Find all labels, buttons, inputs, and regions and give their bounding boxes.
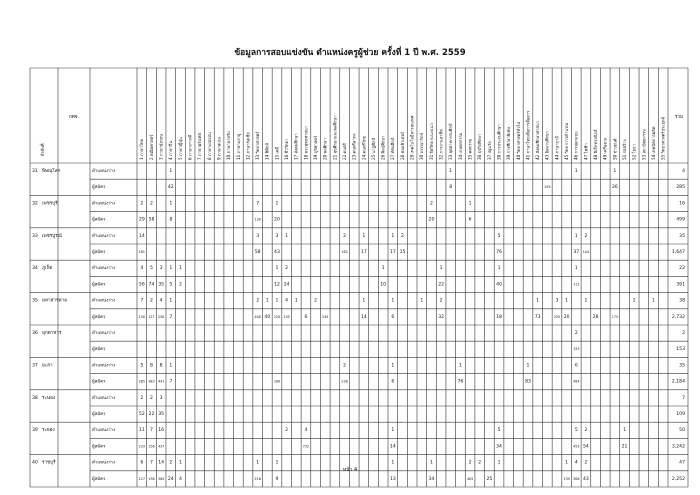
position-cell: 5 <box>140 363 144 369</box>
applicants-label: ผู้สมัคร <box>92 250 106 255</box>
applicant-cell: 15 <box>399 250 406 255</box>
applicant-cell: 255 <box>553 314 561 319</box>
positions-total: 38 <box>679 298 685 304</box>
header-subject-32: 32 การงานอาชีพ <box>438 129 444 160</box>
province-seq: 40 <box>32 460 38 466</box>
applicant-cell: 120 <box>273 314 281 319</box>
applicant-cell: 6 <box>468 217 472 223</box>
province-name: ราชบุรี <box>42 460 56 466</box>
applicants-total: 285 <box>676 185 685 191</box>
position-cell: 2 <box>285 428 289 434</box>
applicants-total: 2,732 <box>671 314 685 320</box>
applicant-cell: 43 <box>274 250 280 255</box>
header-subject-37: 37 ปฐมวัย <box>486 141 492 160</box>
header-subject-4: 4 ภาษาจีน <box>168 140 174 160</box>
header-subject-23: 23 ดนตรีสากล <box>351 133 357 160</box>
province-name: ระนอง <box>42 395 56 401</box>
header-subject-21: 21 สุขศึกษาและพลศึกษา <box>332 115 338 160</box>
header-org-label: กศจ. <box>69 115 79 120</box>
position-cell: 3 <box>159 395 163 401</box>
positions-label: ตำแหน่งว่าง <box>92 331 116 336</box>
applicant-cell: 35 <box>158 282 165 288</box>
province-name: ระยอง <box>42 428 55 434</box>
applicant-cell: 175 <box>611 314 619 319</box>
header-subject-26: 26 ศิลปศึกษา <box>380 135 386 160</box>
header-subject-30: 30 บรรณารักษ์ <box>419 133 425 160</box>
position-cell: 1 <box>652 298 655 304</box>
header-subject-19: 19 ภูมิศาสตร์ <box>313 135 319 160</box>
header-subject-42: 42 สังคมศึกษาศาสนา <box>535 120 541 160</box>
header-subject-15: 15 เคมี <box>274 146 280 160</box>
applicants-label: ผู้สมัคร <box>92 476 106 482</box>
applicants-label: ผู้สมัคร <box>92 444 106 450</box>
header-subject-40: 40 วิทยาศาสตร์ทั่วไป <box>515 121 521 160</box>
applicants-total: 109 <box>676 412 685 417</box>
applicant-cell: 58 <box>254 250 261 255</box>
position-cell: 2 <box>401 233 404 239</box>
applicant-cell: 136 <box>148 476 155 481</box>
header-subject-45: 45 วิทยาการคำนวณ <box>564 122 570 160</box>
applicant-cell: 14 <box>360 314 367 320</box>
position-cell: 1 <box>169 266 173 272</box>
position-cell: 1 <box>391 363 395 369</box>
position-cell: 4 <box>140 266 144 272</box>
applicant-cell: 17 <box>360 250 367 255</box>
position-cell: 1 <box>574 266 578 272</box>
applicants-label: ผู้สมัคร <box>92 282 106 288</box>
header-subject-20: 20 พลศึกษา <box>322 138 328 160</box>
header-subject-39: 39 การศึกษาพิเศษ <box>506 127 512 160</box>
header-subject-28: 28 คอมพิวเตอร์ <box>399 131 405 160</box>
applicant-cell: 308 <box>573 476 580 481</box>
applicant-cell: 127 <box>148 314 155 319</box>
position-cell: 1 <box>468 201 472 207</box>
positions-total: 35 <box>679 363 685 369</box>
position-cell: 2 <box>584 460 588 466</box>
applicant-cell: 32 <box>438 314 445 320</box>
position-cell: 1 <box>458 363 462 369</box>
applicants-total: 391 <box>676 282 685 288</box>
position-cell: 1 <box>420 298 424 304</box>
header-subject-43: 43 อิสลามศึกษา <box>544 130 550 160</box>
header-subject-11: 11 ภาษามลายู <box>235 133 241 160</box>
header-subject-8: 8 ภาษาเยอรมัน <box>206 132 212 160</box>
position-cell: 1 <box>497 460 501 466</box>
applicant-cell: 14 <box>389 444 396 450</box>
positions-total: 7 <box>682 395 685 401</box>
applicant-cell: 127 <box>138 476 145 481</box>
header-seq-label: ลำดับที่ <box>40 143 45 157</box>
province-name: พิษณุโลก <box>42 169 61 174</box>
position-cell: 11 <box>138 428 145 434</box>
position-cell: 1 <box>429 460 433 466</box>
applicant-cell: 54 <box>583 444 589 450</box>
applicant-cell: 182 <box>341 250 348 254</box>
position-cell: 2 <box>314 298 318 304</box>
position-cell: 1 <box>178 266 182 272</box>
applicants-label: ผู้สมัคร <box>92 217 106 223</box>
applicant-cell: 17 <box>389 250 396 255</box>
position-cell: 1 <box>497 266 501 272</box>
province-name: เพชรบูรณ์ <box>42 233 62 239</box>
position-cell: 1 <box>536 298 540 304</box>
position-cell: 2 <box>256 298 260 304</box>
position-cell: 1 <box>362 233 366 239</box>
province-name: ภูเก็ต <box>42 266 53 272</box>
positions-total: 47 <box>679 460 685 466</box>
province-seq: 37 <box>32 363 38 369</box>
positions-label: ตำแหน่งว่าง <box>92 363 116 369</box>
position-cell: 1 <box>391 298 395 304</box>
applicant-cell: 29 <box>138 217 145 223</box>
applicant-cell: 8 <box>449 185 453 191</box>
header-subject-34: 34 เกษตรกรรม <box>457 132 463 160</box>
applicant-cell: 52 <box>138 412 145 417</box>
position-cell: 1 <box>169 363 173 369</box>
position-cell: 1 <box>169 169 173 174</box>
applicant-cell: 130 <box>254 217 261 222</box>
header-subject-44: 44 ภาษาบาลี <box>554 136 560 160</box>
applicant-cell: 405 <box>466 476 474 481</box>
header-subject-24: 24 ดนตรีไทย <box>361 136 367 160</box>
applicant-cell: 18 <box>496 314 502 320</box>
header-subject-9: 9 ภาษาสเปน <box>216 136 222 160</box>
applicant-cell: 21 <box>621 444 628 450</box>
province-name: มุกดาหาร <box>42 331 62 336</box>
position-cell: 2 <box>574 331 578 336</box>
positions-label: ตำแหน่งว่าง <box>92 169 116 174</box>
position-cell: 1 <box>449 169 453 174</box>
position-cell: 2 <box>584 428 588 434</box>
applicants-label: ผู้สมัคร <box>92 412 106 417</box>
position-cell: 5 <box>497 428 501 434</box>
applicant-cell: 400 <box>254 314 261 319</box>
applicant-cell: 13 <box>389 476 396 482</box>
position-cell: 2 <box>150 201 153 207</box>
applicant-cell: 9 <box>275 476 279 482</box>
position-cell: 1 <box>294 298 298 304</box>
header-subject-18: 18 พระพุทธศาสนา <box>303 126 309 160</box>
position-cell: 1 <box>285 233 289 239</box>
applicant-cell: 34 <box>496 444 502 450</box>
positions-label: ตำแหน่งว่าง <box>92 428 116 434</box>
header-subject-49: 49 เครื่องกล <box>602 137 608 160</box>
position-cell: 1 <box>565 298 569 304</box>
position-cell: 16 <box>158 428 165 434</box>
header-subject-52: 52 โยธา <box>631 144 637 160</box>
header-subject-27: 27 ทัศนศิลป์ <box>390 137 396 160</box>
positions-label: ตำแหน่งว่าง <box>92 201 116 207</box>
province-seq: 33 <box>32 233 38 239</box>
position-cell: 1 <box>169 201 173 207</box>
applicants-total: 3,242 <box>671 444 685 450</box>
header-subject-48: 48 อิเล็กทรอนิกส์ <box>592 129 598 160</box>
position-cell: 1 <box>391 428 395 434</box>
header-subject-29: 29 เทคโนโลยีสารสนเทศ <box>409 115 415 160</box>
position-cell: 2 <box>439 298 443 304</box>
page-title: ข้อมูลการสอบแข่งขัน ตำแหน่งครูผู้ช่วย ครั้งที่ 1 ปี พ.ศ. 2559 <box>234 48 466 58</box>
position-cell: 2 <box>150 298 153 304</box>
applicant-cell: 58 <box>148 217 155 223</box>
position-cell: 1 <box>275 201 279 207</box>
applicant-cell: 35 <box>158 412 165 417</box>
header-subject-10: 10 ภาษาอาหรับ <box>226 131 232 160</box>
applicants-total: 1,647 <box>671 250 685 255</box>
header-subject-33: 33 อุตสาหกรรมศิลป์ <box>448 123 454 160</box>
applicants-label: ผู้สมัคร <box>92 185 106 191</box>
position-cell: 1 <box>574 233 578 239</box>
position-cell: 2 <box>632 298 636 304</box>
position-cell: 2 <box>140 201 144 207</box>
position-cell: 1 <box>275 266 279 272</box>
applicant-cell: 150 <box>138 314 145 319</box>
applicant-cell: 6 <box>391 314 395 320</box>
positions-total: 50 <box>679 428 685 434</box>
applicant-cell: 384 <box>157 476 165 481</box>
position-cell: 14 <box>138 233 145 239</box>
positions-label: ตำแหน่งว่าง <box>92 460 116 466</box>
position-cell: 1 <box>584 298 588 304</box>
applicant-cell: 153 <box>573 347 580 352</box>
positions-total: 35 <box>679 233 685 239</box>
position-cell: 8 <box>159 363 163 369</box>
applicant-cell: 437 <box>157 444 165 449</box>
applicant-cell: 37 <box>573 250 580 255</box>
header-subject-16: 16 ชีววิทยา <box>284 138 290 160</box>
position-cell: 6 <box>574 363 578 369</box>
position-cell: 1 <box>256 460 260 466</box>
applicant-cell: 7 <box>169 314 173 320</box>
position-cell: 1 <box>391 233 395 239</box>
header-subject-22: 22 ดนตรี <box>341 143 347 160</box>
position-cell: 1 <box>178 460 182 466</box>
applicant-cell: 250 <box>157 314 165 319</box>
positions-label: ตำแหน่งว่าง <box>92 395 116 401</box>
province-seq: 36 <box>32 331 38 336</box>
applicant-cell: 20 <box>563 314 570 320</box>
applicant-cell: 8 <box>169 217 173 223</box>
position-cell: 8 <box>150 363 153 369</box>
applicant-cell: 10 <box>380 282 387 288</box>
position-cell: 1 <box>169 298 173 304</box>
applicant-cell: 24 <box>167 476 174 482</box>
position-cell: 1 <box>275 460 279 466</box>
province-seq: 39 <box>32 428 38 434</box>
applicant-cell: 26 <box>611 185 618 191</box>
position-cell: 1 <box>613 169 617 174</box>
header-subject-35: 35 คหกรรม <box>467 138 473 160</box>
header-subject-41: 41 ภาษาไทยเพื่อการสื่อสาร <box>525 110 531 160</box>
header-subject-1: 1 ภาษาไทย <box>139 138 145 160</box>
position-cell: 2 <box>343 363 347 369</box>
applicant-cell: 7 <box>169 379 173 385</box>
header-subject-5: 5 ภาษาญี่ปุ่น <box>177 137 183 160</box>
position-cell: 1 <box>362 298 366 304</box>
position-cell: 1 <box>574 169 578 174</box>
positions-total: 22 <box>679 266 685 272</box>
position-cell: 3 <box>159 266 163 272</box>
applicant-cell: 6 <box>391 379 395 385</box>
applicant-cell: 233 <box>138 444 145 449</box>
position-cell: 4 <box>574 460 578 466</box>
header-total-label: รวม <box>674 115 684 120</box>
applicant-cell: 383 <box>148 379 155 384</box>
applicant-cell: 40 <box>496 282 502 288</box>
header-subject-54: 54 เทคนิคการผลิต <box>650 126 656 160</box>
header-subject-50: 50 ช่างยนต์ <box>612 138 618 160</box>
applicant-cell: 73 <box>534 314 541 320</box>
position-cell: 1 <box>439 266 443 272</box>
applicant-cell: 732 <box>302 444 310 449</box>
header-subject-17: 17 สังคมศึกษา <box>293 133 299 160</box>
header-subject-36: 36 ธุรกิจศึกษา <box>477 133 483 160</box>
header-subject-3: 3 ภาษาอังกฤษ <box>158 133 164 160</box>
positions-label: ตำแหน่งว่าง <box>92 266 116 272</box>
position-cell: 5 <box>574 428 578 434</box>
position-cell: 5 <box>497 233 501 239</box>
position-cell: 7 <box>256 201 260 207</box>
province-seq: 38 <box>32 395 38 401</box>
applicant-cell: 22 <box>438 282 445 288</box>
applicant-cell: 25 <box>486 476 493 482</box>
applicant-cell: 453 <box>573 444 580 449</box>
position-cell: 1 <box>623 428 627 434</box>
applicant-cell: 40 <box>264 314 271 320</box>
applicant-cell: 181 <box>138 250 145 254</box>
header-subject-55: 55 วิทยาศาสตร์ประยุกต์ <box>660 117 666 160</box>
position-cell: 2 <box>478 460 482 466</box>
province-seq: 35 <box>32 298 38 304</box>
header-subject-38: 38 การประถมศึกษา <box>496 124 502 160</box>
applicant-cell: 42 <box>167 185 174 191</box>
position-cell: 14 <box>158 460 165 466</box>
position-cell: 5 <box>150 266 153 272</box>
applicants-label: ผู้สมัคร <box>92 379 106 385</box>
positions-label: ตำแหน่งว่าง <box>92 233 116 239</box>
positions-label: ตำแหน่งว่าง <box>92 298 116 304</box>
header-subject-51: 51 ก่อสร้าง <box>621 139 627 160</box>
applicant-cell: 139 <box>563 476 570 481</box>
applicant-cell: 4 <box>178 476 182 482</box>
applicant-cell: 24 <box>283 282 290 288</box>
position-cell: 1 <box>565 460 569 466</box>
position-cell: 3 <box>555 298 559 304</box>
applicant-cell: 76 <box>496 250 502 255</box>
position-cell: 3 <box>256 233 260 239</box>
applicant-cell: 74 <box>148 282 155 288</box>
province-name: มหาสารคาม <box>42 298 68 304</box>
applicant-cell: 156 <box>148 444 155 449</box>
province-name: เพชรบุรี <box>42 201 58 207</box>
position-cell: 3 <box>275 233 279 239</box>
position-cell: 7 <box>150 428 153 434</box>
applicant-cell: 155 <box>283 314 290 319</box>
province-seq: 31 <box>32 169 38 174</box>
position-cell: 2 <box>584 233 588 239</box>
applicant-cell: 20 <box>428 217 435 223</box>
applicants-total: 499 <box>676 217 685 223</box>
applicant-cell: 441 <box>157 379 165 384</box>
applicants-total: 2,252 <box>671 476 685 482</box>
applicant-cell: 83 <box>525 379 531 385</box>
header-subject-6: 6 ภาษาเกาหลี <box>187 134 193 160</box>
position-cell: 4 <box>285 298 289 304</box>
header-subject-14: 14 ฟิสิกส์ <box>264 143 270 160</box>
position-cell: 4 <box>159 298 163 304</box>
applicants-total: 2,184 <box>671 379 685 385</box>
page-number: หน้า 4 <box>342 467 358 473</box>
applicant-cell: 104 <box>582 250 590 254</box>
applicants-label: ผู้สมัคร <box>92 314 106 320</box>
position-cell: 1 <box>265 298 269 304</box>
position-cell: 1 <box>381 266 385 272</box>
header-subject-53: 53 สถาปัตยกรรม <box>641 128 647 160</box>
positions-total: 16 <box>679 201 685 207</box>
applicant-cell: 22 <box>148 412 155 417</box>
applicant-cell: 189 <box>273 379 281 384</box>
applicant-cell: 12 <box>274 282 280 288</box>
province-seq: 32 <box>32 201 38 207</box>
header-subject-12: 12 ภาษารัสเซีย <box>245 132 251 160</box>
position-cell: 1 <box>275 298 279 304</box>
position-cell: 1 <box>526 363 530 369</box>
position-cell: 4 <box>304 428 308 434</box>
applicant-cell: 216 <box>254 476 261 481</box>
position-cell: 2 <box>150 395 153 401</box>
position-cell: 1 <box>391 460 395 466</box>
applicants-label: ผู้สมัคร <box>92 347 106 353</box>
position-cell: 2 <box>429 201 433 207</box>
applicant-cell: 5 <box>169 282 173 288</box>
applicant-cell: 285 <box>138 379 145 384</box>
position-cell: 2 <box>285 266 289 272</box>
applicant-cell: 245 <box>322 314 329 319</box>
header-subject-25: 25 นาฏศิลป์ <box>370 137 376 160</box>
header-subject-31: 31 จิตวิทยาแนะแนว <box>428 123 434 160</box>
applicant-cell: 28 <box>592 314 599 320</box>
position-cell: 2 <box>169 460 173 466</box>
header-subject-7: 7 ภาษาฝรั่งเศส <box>197 133 203 160</box>
position-cell: 7 <box>150 460 153 466</box>
header-subject-13: 13 วิทยาศาสตร์ <box>255 131 261 160</box>
applicant-cell: 43 <box>583 476 589 482</box>
applicant-cell: 111 <box>573 282 580 287</box>
applicant-cell: 34 <box>428 476 435 482</box>
applicant-cell: 20 <box>274 217 280 223</box>
applicant-cell: 159 <box>544 185 551 190</box>
position-cell: 2 <box>140 395 144 401</box>
position-cell: 6 <box>140 460 144 466</box>
applicant-cell: 484 <box>573 379 580 384</box>
applicants-total: 153 <box>676 347 685 353</box>
applicant-cell: 56 <box>138 282 145 288</box>
positions-total: 4 <box>682 169 685 174</box>
applicant-cell: 2 <box>178 282 182 288</box>
position-cell: 2 <box>468 460 472 466</box>
province-seq: 34 <box>32 266 38 272</box>
position-cell: 2 <box>343 233 347 239</box>
header-subject-47: 47 ไฟฟ้า <box>583 143 589 160</box>
applicant-cell: 76 <box>457 379 464 385</box>
applicant-cell: 6 <box>304 314 308 320</box>
header-subject-2: 2 คณิตศาสตร์ <box>148 134 154 160</box>
province-name: ยะลา <box>42 363 53 369</box>
positions-total: 2 <box>682 331 685 336</box>
position-cell: 7 <box>140 298 144 304</box>
header-subject-46: 46 การออกแบบ <box>573 131 579 160</box>
applicant-cell: 238 <box>341 379 348 384</box>
